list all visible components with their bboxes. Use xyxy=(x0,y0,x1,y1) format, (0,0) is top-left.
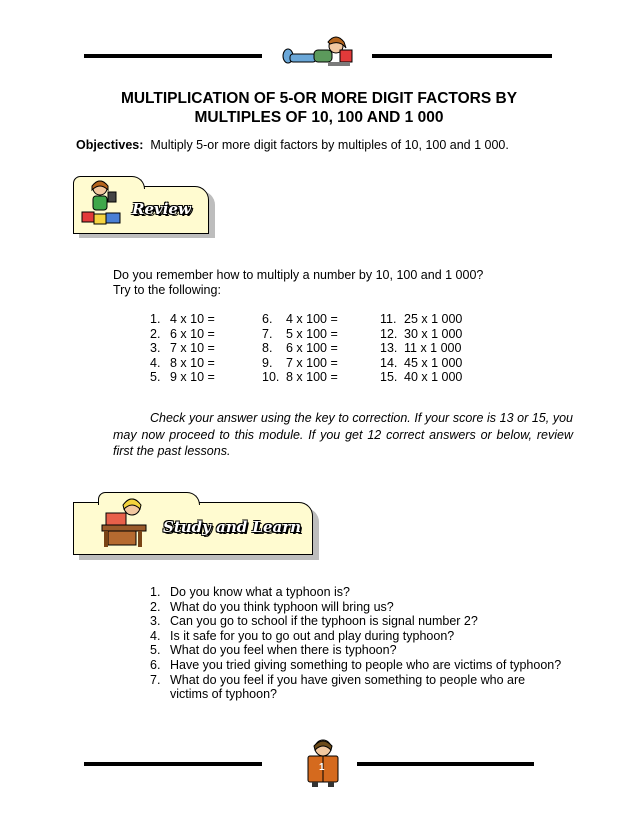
question-text: Is it safe for you to go out and play during typhoon? xyxy=(170,628,455,643)
objectives-text: Multiply 5-or more digit factors by multiples of 10, 100 and 1 000. xyxy=(150,138,509,152)
exercise-number: 15. xyxy=(380,370,398,385)
review-banner-label: Review xyxy=(132,200,191,218)
review-intro-line-1: Do you remember how to multiply a number by 10, 100 and 1 000? xyxy=(113,268,484,282)
exercise-text: 7 x 100 = xyxy=(286,355,338,370)
question-number: 3. xyxy=(150,614,161,629)
header-rule-left xyxy=(84,54,262,58)
question-text: What do you feel when there is typhoon? xyxy=(170,643,397,658)
exercise-text: 30 x 1 000 xyxy=(404,326,463,341)
review-intro xyxy=(113,268,483,298)
exercise-text: 40 x 1 000 xyxy=(404,370,463,385)
girl-reading-icon xyxy=(280,34,360,76)
exercise-text: 9 x 10 = xyxy=(170,370,215,385)
question-number: 4. xyxy=(150,628,161,643)
list-item xyxy=(150,585,570,600)
exercise-text: 11 x 1 000 xyxy=(404,341,462,356)
list-item xyxy=(150,643,570,658)
exercise-text: 5 x 100 = xyxy=(286,326,338,341)
question-number: 6. xyxy=(150,657,161,672)
list-item xyxy=(150,614,570,629)
objectives xyxy=(76,138,509,152)
question-text: What do you think typhoon will bring us? xyxy=(170,599,394,614)
exercise-column-1 xyxy=(150,312,215,385)
exercise-number: 7. xyxy=(262,326,273,341)
exercise-number: 14. xyxy=(380,355,398,370)
page-title xyxy=(0,89,638,127)
exercise-item xyxy=(150,370,215,385)
exercise-item xyxy=(262,356,338,371)
footer-rule-right xyxy=(357,762,534,766)
exercise-item xyxy=(150,327,215,342)
review-intro-line-2: Try to the following: xyxy=(113,283,221,297)
exercise-number: 5. xyxy=(150,370,161,385)
exercise-item xyxy=(262,370,338,385)
exercise-text: 6 x 10 = xyxy=(170,326,215,341)
exercise-number: 11. xyxy=(380,312,397,326)
exercise-number: 8. xyxy=(262,341,273,356)
list-item xyxy=(150,629,570,644)
exercise-number: 10. xyxy=(262,370,280,385)
exercise-text: 6 x 100 = xyxy=(286,341,338,356)
footer-rule-left xyxy=(84,762,262,766)
title-line-1: MULTIPLICATION OF 5-OR MORE DIGIT FACTORS BY xyxy=(120,90,518,107)
exercise-text: 4 x 100 = xyxy=(286,312,338,326)
question-number: 7. xyxy=(150,672,161,687)
header-rule-right xyxy=(372,54,552,58)
exercise-number: 6. xyxy=(262,312,273,326)
exercise-item xyxy=(262,312,338,327)
exercise-item xyxy=(380,312,462,327)
study-banner-label: Study and Learn xyxy=(163,518,302,536)
question-number: 1. xyxy=(150,585,161,599)
exercise-item xyxy=(150,341,215,356)
exercise-number: 12. xyxy=(380,326,398,341)
exercise-item xyxy=(380,341,462,356)
exercise-item xyxy=(380,370,462,385)
exercise-item xyxy=(150,356,215,371)
exercise-item xyxy=(262,341,338,356)
exercise-text: 8 x 100 = xyxy=(286,370,338,385)
exercise-text: 4 x 10 = xyxy=(170,312,215,326)
question-number: 5. xyxy=(150,643,161,658)
question-text: What do you feel if you have given something to people who are victims of typhoon? xyxy=(170,672,526,702)
exercise-number: 4. xyxy=(150,355,161,370)
title-line-2: MULTIPLES OF 10, 100 AND 1 000 xyxy=(194,109,444,126)
exercise-column-2 xyxy=(262,312,338,385)
girl-with-books-icon xyxy=(80,178,124,230)
list-item xyxy=(150,600,570,615)
exercise-text: 8 x 10 = xyxy=(170,355,215,370)
objectives-label: Objectives: xyxy=(76,138,144,152)
exercise-number: 13. xyxy=(380,341,398,356)
exercise-number: 2. xyxy=(150,326,161,341)
exercise-item xyxy=(380,327,462,342)
list-item xyxy=(150,673,570,702)
question-number: 2. xyxy=(150,599,161,614)
exercise-item xyxy=(380,356,462,371)
question-text: Do you know what a typhoon is? xyxy=(170,585,350,599)
study-question-list xyxy=(150,585,570,702)
page-number: 1 xyxy=(319,762,325,773)
exercise-text: 25 x 1 000 xyxy=(404,312,463,326)
exercise-text: 7 x 10 = xyxy=(170,341,215,356)
question-text: Have you tried giving something to people who are victims of typhoon? xyxy=(170,657,562,672)
child-at-desk-icon xyxy=(98,495,156,549)
exercise-number: 9. xyxy=(262,355,273,370)
exercise-text: 45 x 1 000 xyxy=(404,355,463,370)
exercise-item xyxy=(262,327,338,342)
list-item xyxy=(150,658,570,673)
question-text: Can you go to school if the typhoon is signal number 2? xyxy=(170,614,478,629)
exercise-number: 1. xyxy=(150,312,161,326)
exercise-number: 3. xyxy=(150,341,161,356)
review-note: Check your answer using the key to correction. If your score is 13 or 15, you may now proceed to this module. If you get 12 correct answers or below, review first the past lessons. xyxy=(113,411,573,458)
exercise-column-3 xyxy=(380,312,462,385)
exercise-item xyxy=(150,312,215,327)
